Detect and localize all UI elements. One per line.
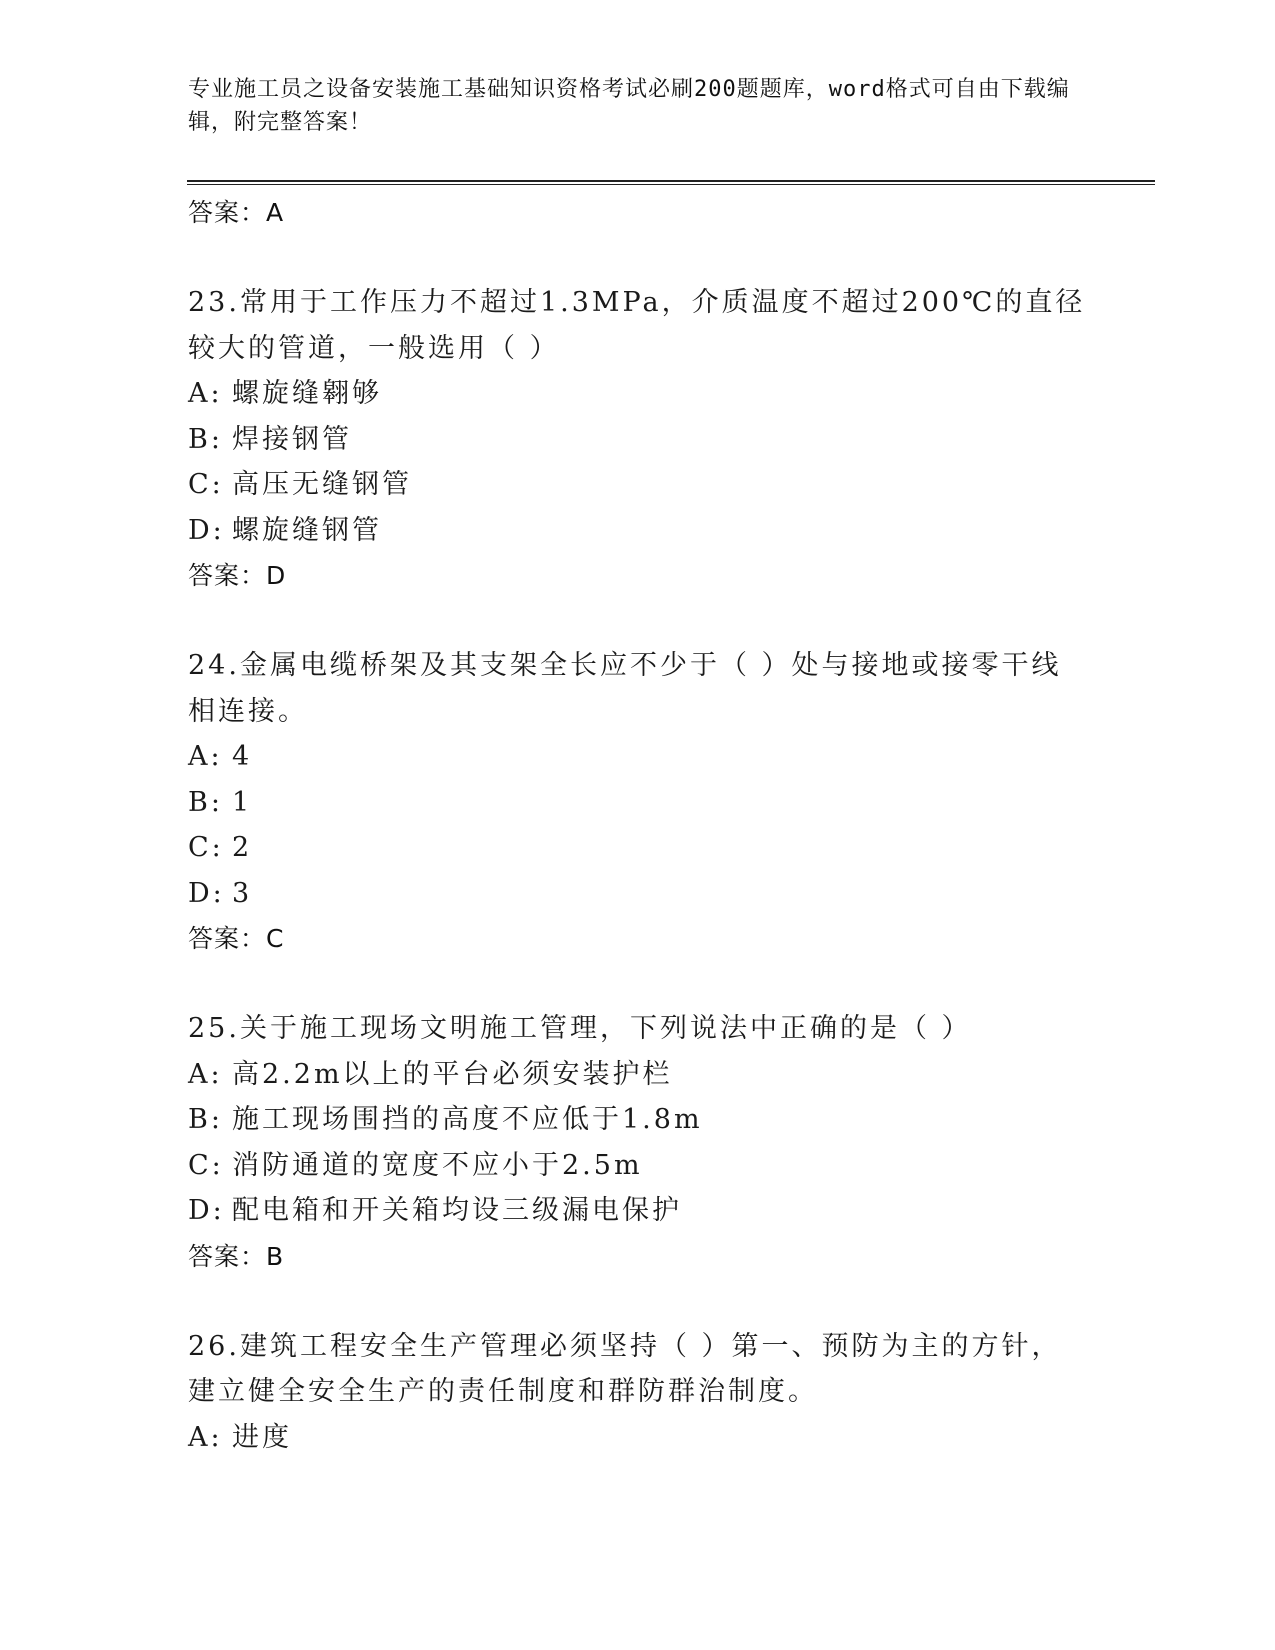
document-header: 专业施工员之设备安装施工基础知识资格考试必刷200题题库，word格式可自由下载编辑，附完整答案！ — [188, 77, 1070, 135]
option-letter: A: — [188, 1421, 223, 1453]
answer-label: 答案：D — [188, 561, 287, 590]
option-a — [188, 1415, 1088, 1461]
option-letter: B: — [188, 1104, 223, 1135]
option-letter: B: — [188, 423, 223, 455]
option-text: 施工现场围挡的高度不应低于1.8m — [232, 1104, 703, 1135]
spacer — [188, 1279, 1088, 1324]
option-letter: D: — [188, 1195, 225, 1226]
option-text: 焊接钢管 — [232, 423, 352, 455]
question-26 — [188, 1324, 1088, 1461]
option-letter: A: — [188, 1058, 223, 1090]
option-text: 进度 — [232, 1421, 292, 1453]
header-rule-thin — [187, 184, 1155, 185]
option-text: 消防通道的宽度不应小于2.5m — [232, 1149, 643, 1181]
option-d — [188, 508, 1088, 554]
spacer — [188, 235, 1088, 280]
spacer — [188, 598, 1088, 643]
question-stem: 26.建筑工程安全生产管理必须坚持（ ）第一、预防为主的方针，建立健全安全生产的责任制度和群防群治制度。 — [188, 1330, 1062, 1407]
option-text: 高2.2m以上的平台必须安装护栏 — [232, 1058, 673, 1090]
option-a — [188, 371, 1088, 417]
header-rule-thick — [187, 180, 1155, 182]
option-text: 螺旋缝翱够 — [232, 378, 382, 409]
option-letter: B: — [188, 786, 223, 818]
option-text: 配电箱和开关箱均设三级漏电保护 — [232, 1195, 682, 1226]
option-letter: A: — [188, 378, 223, 409]
option-text: 3 — [232, 877, 253, 909]
question-stem: 24.金属电缆桥架及其支架全长应不少于（ ）处与接地或接零干线相连接。 — [188, 650, 1062, 727]
option-b — [188, 417, 1088, 463]
option-a — [188, 734, 1088, 780]
spacer — [188, 961, 1088, 1006]
option-letter: D: — [188, 514, 225, 546]
option-c — [188, 462, 1088, 508]
question-stem: 23.常用于工作压力不超过1.3MPa，介质温度不超过200℃的直径较大的管道，一般选用（ ） — [188, 287, 1086, 364]
option-letter: C: — [188, 469, 224, 500]
option-d — [188, 871, 1088, 917]
option-c — [188, 825, 1088, 871]
option-letter: D: — [188, 877, 225, 909]
question-stem: 25.关于施工现场文明施工管理，下列说法中正确的是（ ） — [188, 1013, 972, 1044]
option-d — [188, 1188, 1088, 1234]
option-b — [188, 780, 1088, 826]
option-b — [188, 1097, 1088, 1143]
option-a — [188, 1052, 1088, 1098]
option-text: 4 — [232, 741, 253, 772]
answer-prev: 答案：A — [188, 198, 285, 227]
answer-label: 答案：B — [188, 1241, 285, 1271]
question-23 — [188, 280, 1088, 598]
option-letter: C: — [188, 832, 224, 863]
option-c — [188, 1143, 1088, 1189]
option-text: 高压无缝钢管 — [232, 469, 412, 500]
option-letter: A: — [188, 741, 223, 772]
answer-label: 答案：C — [188, 924, 285, 953]
option-text: 1 — [232, 786, 253, 818]
option-text: 螺旋缝钢管 — [232, 514, 382, 546]
question-25 — [188, 1006, 1088, 1279]
option-text: 2 — [232, 832, 253, 863]
option-letter: C: — [188, 1149, 224, 1181]
question-24 — [188, 643, 1088, 961]
question-list — [188, 190, 1088, 1460]
